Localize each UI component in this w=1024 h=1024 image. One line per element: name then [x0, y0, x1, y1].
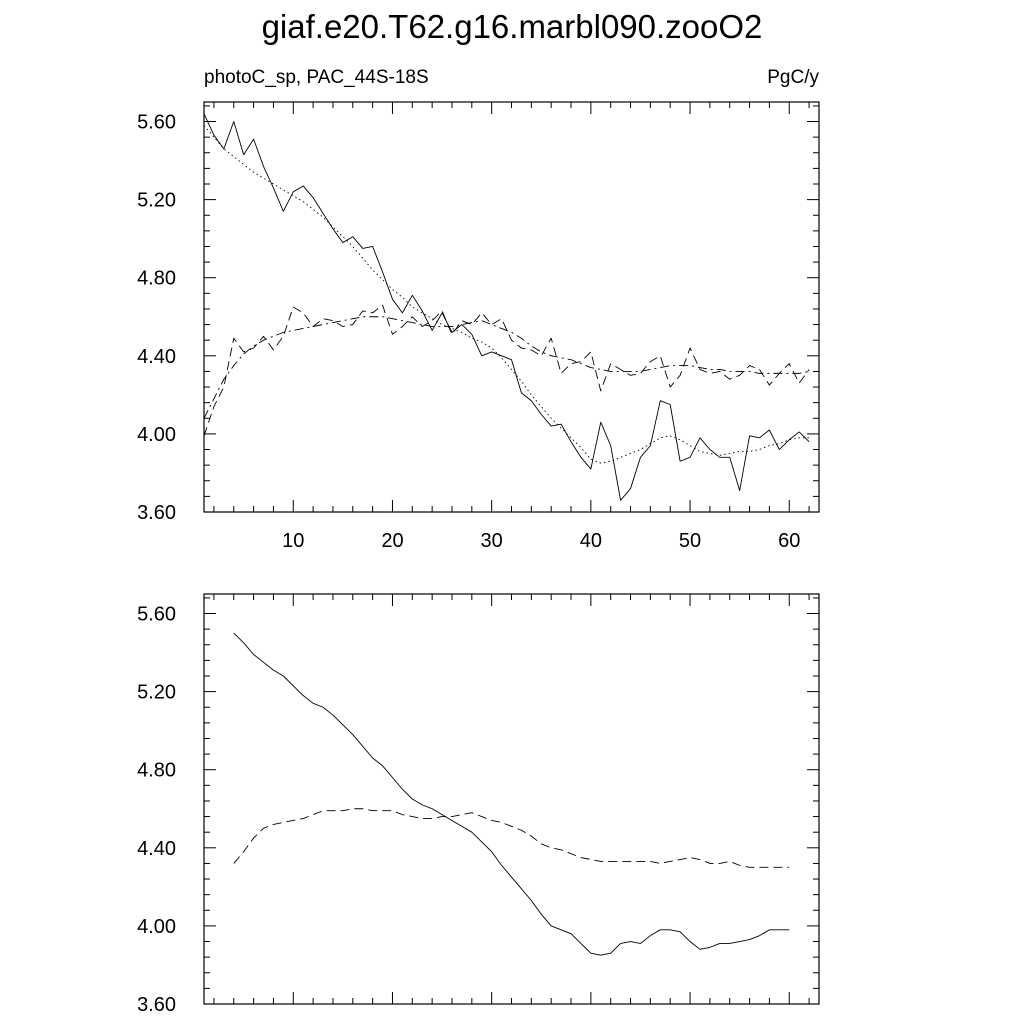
y-tick-label: 4.80 — [137, 267, 176, 290]
chart-title: giaf.e20.T62.g16.marbl090.zooO2 — [261, 8, 763, 45]
y-tick-label: 4.40 — [137, 837, 176, 860]
series-line-top-4 — [204, 317, 809, 419]
bottom-panel — [137, 594, 819, 1016]
y-tick-label: 5.20 — [137, 189, 176, 212]
x-tick-label: 30 — [480, 530, 503, 552]
units-label: PgC/y — [767, 67, 819, 88]
x-tick-label: 50 — [678, 530, 702, 552]
series-line-top-2 — [204, 125, 809, 463]
y-tick-label: 4.80 — [137, 759, 176, 782]
series-line-top-3 — [204, 305, 809, 436]
y-tick-label: 5.60 — [137, 111, 176, 134]
y-tick-label: 5.60 — [137, 603, 176, 626]
y-tick-label: 3.60 — [137, 502, 176, 524]
y-tick-label: 4.00 — [137, 423, 176, 446]
x-tick-label: 40 — [579, 530, 602, 552]
y-tick-label: 5.20 — [137, 681, 176, 704]
plot-frame — [204, 594, 819, 1004]
y-tick-label: 4.00 — [137, 915, 176, 938]
y-tick-label: 4.40 — [137, 345, 176, 368]
y-tick-label: 3.60 — [137, 994, 176, 1016]
x-tick-label: 20 — [381, 530, 404, 552]
series-line-top-1 — [204, 114, 809, 501]
variable-region-label: photoC_sp, PAC_44S-18S — [204, 67, 429, 88]
series-line-bottom-2 — [234, 809, 789, 868]
x-tick-label: 60 — [778, 530, 801, 552]
series-line-bottom-1 — [234, 633, 789, 955]
plot-frame — [204, 102, 819, 512]
x-tick-label: 10 — [282, 530, 305, 552]
top-panel — [137, 102, 819, 552]
